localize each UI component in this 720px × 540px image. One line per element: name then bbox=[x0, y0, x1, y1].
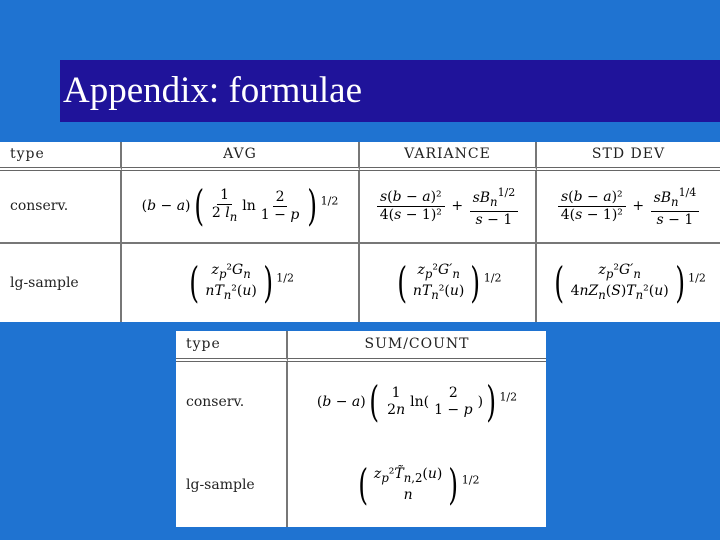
formula-sumcount-lg-sample: ( $z_p^2T̃_{n,2}(u)$ n ) $^{1/2}$ bbox=[357, 460, 480, 510]
row-label-conserv-2: conserv. bbox=[176, 362, 288, 444]
header-stddev: STD DEV bbox=[537, 142, 720, 171]
header-type: type bbox=[0, 142, 122, 171]
header-type-2: type bbox=[176, 331, 288, 362]
formula-stddev-lg-sample: ( $z_p^2G'_n$ $4nZ_n(S)T_n^2(u)$ ) $^{1/2}$ bbox=[554, 258, 706, 308]
formula-variance-lg-sample: ( $z_p^2G'_n$ $nT_n^2(u)$ ) $^{1/2}$ bbox=[360, 244, 537, 322]
row-label-lg-sample: lg-sample bbox=[0, 244, 122, 322]
header-sum-count: SUM/COUNT bbox=[288, 331, 546, 362]
formula-avg-conserv: (b − a)( $\frac{1}{2 l_n}$ ln $\frac{2}{1 - p}$ ) $^{1/2}$ bbox=[122, 171, 360, 245]
formula-avg-lg-sample: ( $z_p^2G_n$ $nT_n^2(u)$ ) $^{1/2}$ bbox=[122, 244, 360, 322]
row-label-lg-sample-2: lg-sample bbox=[176, 443, 288, 527]
slide-title: Appendix: formulae bbox=[63, 70, 362, 111]
header-variance: VARIANCE bbox=[360, 142, 537, 171]
formula-sumcount-conserv: (b − a)( 1 2n ln( 2 1 − p )) $^{1/2}$ bbox=[316, 377, 518, 427]
header-avg: AVG bbox=[122, 142, 360, 171]
formulae-table-1 bbox=[0, 142, 720, 322]
formulae-table-2 bbox=[176, 331, 546, 527]
formula-stddev-conserv: $\frac{\text{s(b − a)²}}{\text{4(s − 1)²}}$ + $\frac{sB_n^{1/4}}{s - 1}$ bbox=[537, 171, 720, 245]
formula-variance-conserv: $\frac{\text{s(b − a)²}}{\text{4(s − 1)²}}$ + $\frac{sB_n^{1/2}}{s - 1}$ bbox=[360, 171, 537, 245]
row-label-conserv: conserv. bbox=[0, 171, 122, 245]
